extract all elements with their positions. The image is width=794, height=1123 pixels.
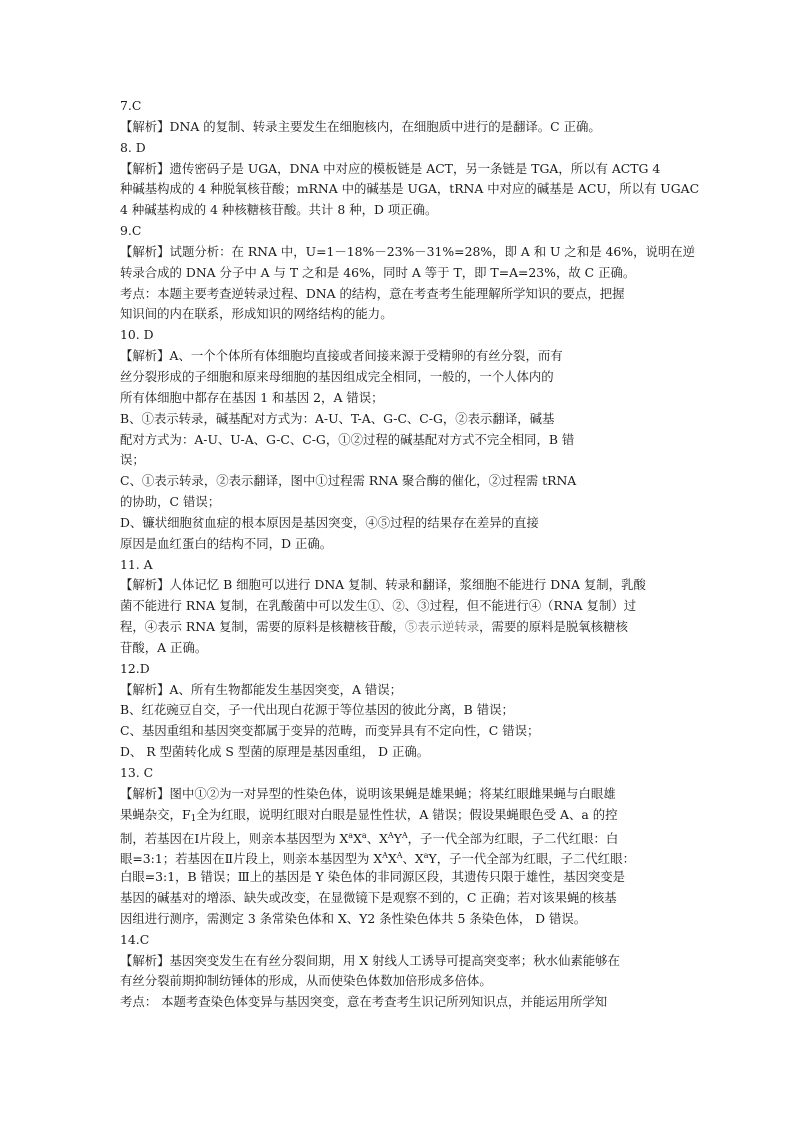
answer-11-heading: 11. A xyxy=(120,556,153,572)
analysis-8: 种碱基构成的 4 种脱氧核苷酸；mRNA 中的碱基是 UGA，tRNA 中对应的碱基是 ACU，所以有 UGAC xyxy=(120,181,700,197)
answer-explanation-page xyxy=(120,96,700,1013)
analysis-9: 【解析】试题分析：在 RNA 中，U=1－18%－23%－31%=28%，即 A 和 U 之和是 46%，说明在逆 xyxy=(120,243,696,259)
analysis-13: 因组进行测序，需测定 3 条常染色体和 X、Y2 条性染色体共 5 条染色体， D 错误。 xyxy=(120,910,587,926)
analysis-14: 【解析】基因突变发生在有丝分裂间期，用 X 射线人工诱导可提高突变率；秋水仙素能够在 xyxy=(120,952,620,968)
analysis-11: 程，④表示 RNA 复制，需要的原料是核糖核苷酸，⑤表示逆转录，需要的原料是脱氧核糖核 xyxy=(120,619,628,635)
kaodian-9: 考点：本题主要考查逆转录过程、DNA 的结构，意在考查考生能理解所学知识的要点，把握 xyxy=(120,285,625,301)
analysis-10: 所有体细胞中都存在基因 1 和基因 2，A 错误； xyxy=(120,389,384,405)
answer-9-heading: 9.C xyxy=(120,223,142,239)
analysis-13: 基因的碱基对的增添、缺失或改变，在显微镜下是观察不到的，C 正确；若对该果蝇的核基 xyxy=(120,890,617,906)
analysis-7: 【解析】DNA 的复制、转录主要发生在细胞核内，在细胞质中进行的是翻译。C 正确。 xyxy=(120,118,601,134)
analysis-13: 果蝇杂交，$F_1$全为红眼，说明红眼对白眼是显性性状，A 错误；假设果蝇眼色受 A、a 的控 xyxy=(120,806,618,824)
analysis-10: 丝分裂形成的子细胞和原来母细胞的基因组成完全相同，一般的，一个人体内的 xyxy=(120,368,554,384)
analysis-10-option-d: 原因是血红蛋白的结构不同，D 正确。 xyxy=(120,535,333,551)
analysis-12: C、基因重组和基因突变都属于变异的范畴，而变异具有不定向性，C 错误； xyxy=(120,723,540,739)
answer-14-heading: 14.C xyxy=(120,931,150,947)
analysis-10: 【解析】A、一个个体所有体细胞均直接或者间接来源于受精卵的有丝分裂，而有 xyxy=(120,348,563,364)
analysis-10-option-b: B、①表示转录，碱基配对方式为：A-U、T-A、G-C、C-G，②表示翻译，碱基 xyxy=(120,410,555,426)
analysis-11: 菌不能进行 RNA 复制，在乳酸菌中可以发生①、②、③过程，但不能进行④（RNA 复制）过 xyxy=(120,598,637,614)
answer-13-heading: 13. C xyxy=(120,765,154,780)
kaodian-14: 考点： 本题考查染色体变异与基因突变，意在考查考生识记所列知识点，并能运用所学知 xyxy=(120,994,608,1010)
analysis-13: 【解析】图中①②为一对异型的性染色体，说明该果蝇是雄果蝇；将某红眼雌果蝇与白眼雄 xyxy=(120,785,616,801)
answer-7-heading: 7.C xyxy=(120,98,142,113)
analysis-13: 制，若基因在Ⅰ片段上，则亲本基因型为 $X^aX^a$、$X^AY^A$，子一代全部为红眼，子二代红眼：白 xyxy=(120,830,619,846)
analysis-9: 转录合成的 DNA 分子中 A 与 T 之和是 46%，同时 A 等于 T，即 T=A=23%，故 C 正确。 xyxy=(120,264,636,280)
analysis-14: 有丝分裂前期抑制纺锤体的形成，从而使染色体数加倍形成多倍体。 xyxy=(120,973,492,989)
reverse-transcription-note: ⑤表示逆转录 xyxy=(404,619,480,635)
analysis-12: 【解析】A、所有生物都能发生基因突变，A 错误； xyxy=(120,681,403,697)
analysis-11: 【解析】人体记忆 B 细胞可以进行 DNA 复制、转录和翻译，浆细胞不能进行 DNA 复制，乳酸 xyxy=(120,577,646,593)
analysis-10-option-b: 配对方式为：A-U、U-A、G-C、C-G，①②过程的碱基配对方式不完全相同，B 错 xyxy=(120,431,575,447)
analysis-10-option-c: C、①表示转录，②表示翻译，图中①过程需 RNA 聚合酶的催化，②过程需 tRNA xyxy=(120,473,577,489)
analysis-10-option-c: 的协助，C 错误； xyxy=(120,494,221,510)
analysis-8: 4 种碱基构成的 4 种核糖核苷酸。共计 8 种，D 项正确。 xyxy=(120,202,438,218)
answer-10-heading: 10. D xyxy=(120,327,154,343)
answer-8-heading: 8. D xyxy=(120,139,146,155)
analysis-11: 苷酸，A 正确。 xyxy=(120,639,208,655)
analysis-8: 【解析】遗传密码子是 UGA，DNA 中对应的模板链是 ACT，另一条链是 TGA，所以有 ACTG 4 xyxy=(120,160,661,176)
analysis-13: 白眼=3:1，B 错误；Ⅲ上的基因是 Y 染色体的非同源区段，其遗传只限于雄性，基因突变是 xyxy=(120,869,626,885)
analysis-10-option-b: 误； xyxy=(120,452,145,468)
kaodian-9: 知识间的内在联系，形成知识的网络结构的能力。 xyxy=(120,306,393,322)
analysis-10-option-d: D、镰状细胞贫血症的根本原因是基因突变，④⑤过程的结果存在差异的直接 xyxy=(120,514,539,530)
analysis-13: 眼=3:1；若基因在Ⅱ片段上，则亲本基因型为 $X^AX^A$、$X^aY$，子一代全部为红眼，子二代红眼： xyxy=(120,851,635,867)
analysis-12: B、红花豌豆自交，子一代出现白花源于等位基因的彼此分离，B 错误； xyxy=(120,702,514,718)
answer-12-heading: 12.D xyxy=(120,660,150,676)
analysis-12: D、 R 型菌转化成 S 型菌的原理是基因重组， D 正确。 xyxy=(120,744,430,760)
